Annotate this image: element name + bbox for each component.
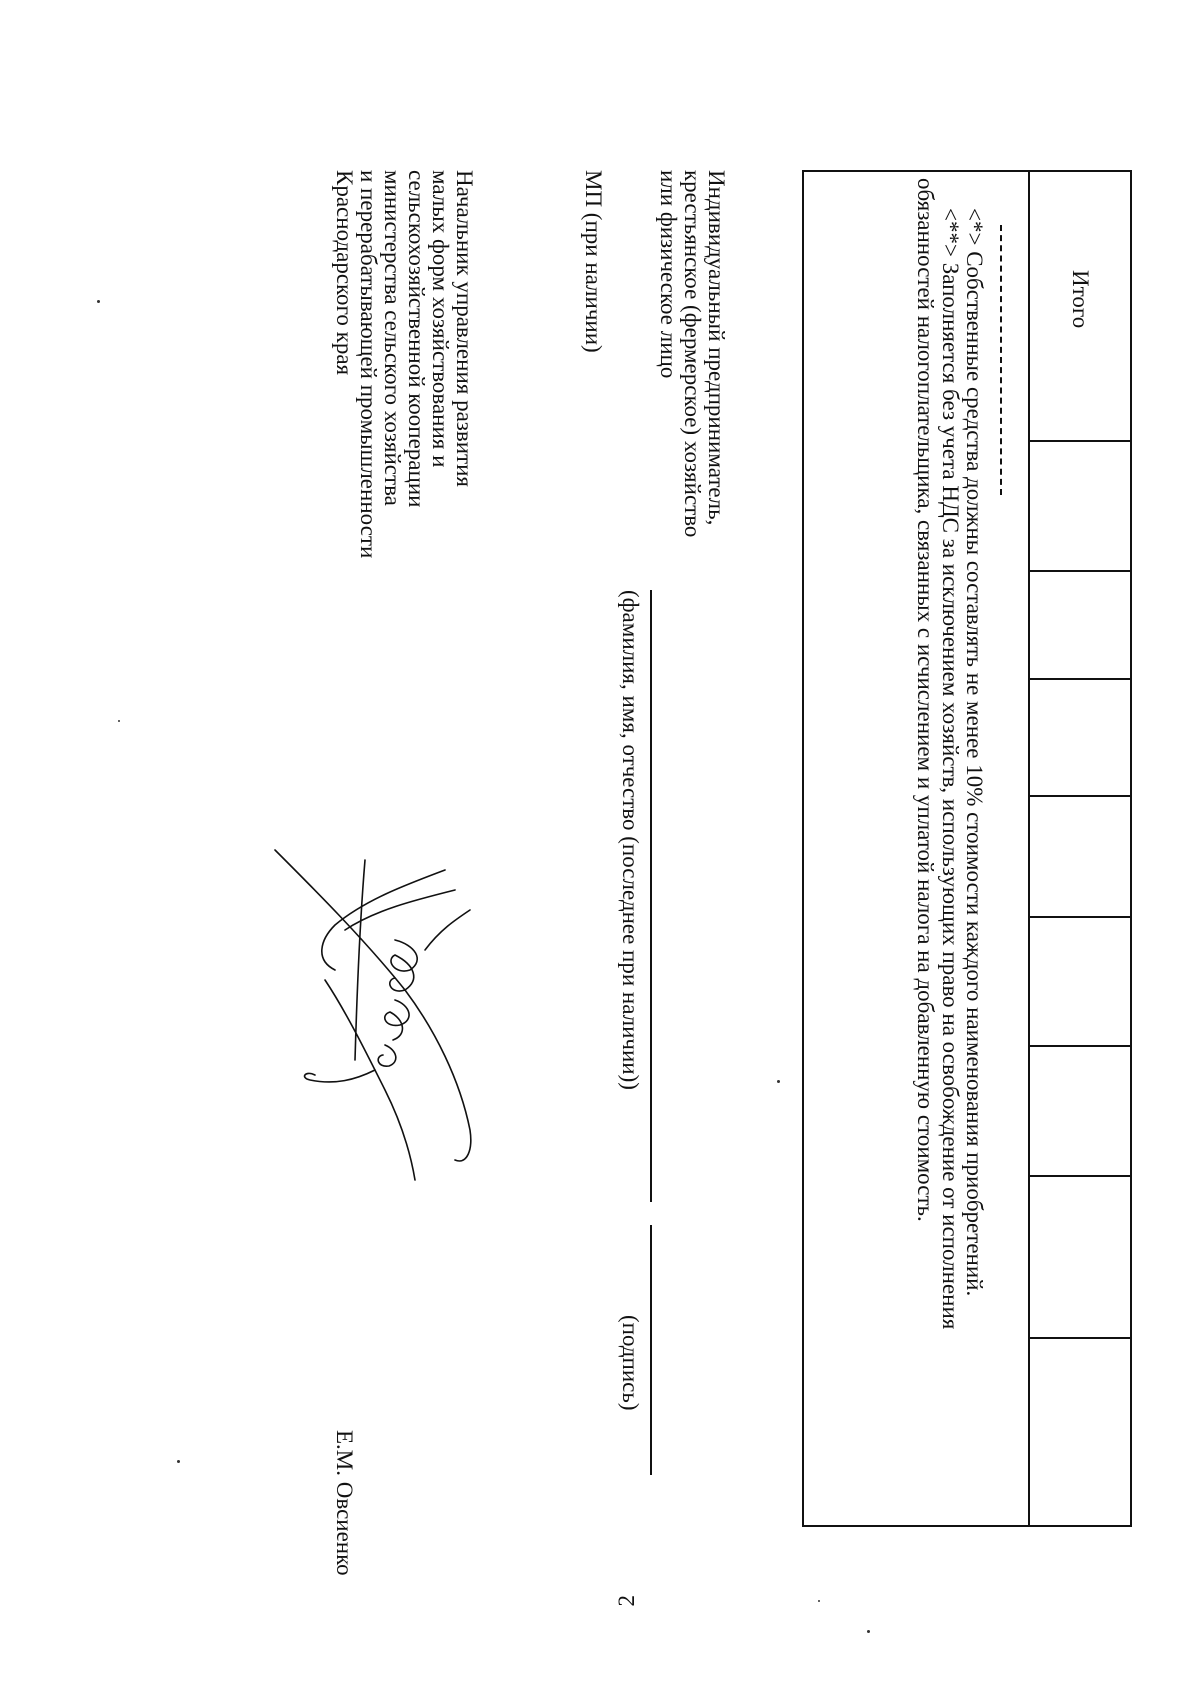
column-separator: [1030, 440, 1132, 442]
signature-line: [650, 1225, 652, 1475]
table-top-border: [1130, 170, 1132, 1525]
scan-speck: [118, 720, 120, 722]
applicant-line-2: крестьянское (фермерское) хозяйство: [680, 170, 705, 538]
official-line-2: малых форм хозяйствования и: [428, 170, 453, 468]
column-separator: [1030, 570, 1132, 572]
table-left-border: [802, 170, 1132, 172]
scan-speck: [177, 1460, 180, 1463]
column-separator: [1030, 678, 1132, 680]
signature-caption: (подпись): [618, 1315, 643, 1411]
column-separator: [1030, 1337, 1132, 1339]
signature-image: [265, 830, 485, 1190]
column-separator: [1030, 1175, 1132, 1177]
table-frame-bottom: [802, 170, 804, 1527]
scan-speck: [97, 300, 100, 303]
footnote-separator: [1000, 225, 1002, 495]
column-separator: [1030, 916, 1132, 918]
applicant-line-3: или физическое лицо: [656, 170, 681, 379]
official-line-5: и перерабатывающей промышленности: [356, 170, 381, 559]
name-line: [650, 590, 652, 1202]
official-name: Е.М. Овсиенко: [332, 1430, 357, 1576]
page-number: 2: [614, 1595, 639, 1607]
scan-speck: [777, 1080, 780, 1083]
footnote-2-line-2: обязанностей налогоплательщика, связанных с исчислением и уплатой налога на добавленную стоимость.: [913, 178, 938, 1222]
footnote-2-line-1: <**> Заполняется без учета НДС за исключением хозяйств, использующих право на освобождение от исполнения: [938, 208, 963, 1330]
official-line-3: сельскохозяйственной кооперации: [404, 170, 429, 508]
official-line-4: министерства сельского хозяйства: [380, 170, 405, 506]
official-line-6: Краснодарского края: [332, 170, 357, 376]
column-separator: [1030, 1045, 1132, 1047]
scan-speck: [818, 1600, 820, 1602]
table-right-border: [802, 1525, 1132, 1527]
footnote-1: <*> Собственные средства должны составлять не менее 10% стоимости каждого наименования приобретений.: [962, 208, 987, 1297]
column-separator: [1030, 795, 1132, 797]
total-row-label: Итого: [1068, 270, 1093, 329]
name-caption: (фамилия, имя, отчество (последнее при наличии)): [618, 590, 643, 1090]
scan-speck: [867, 1630, 870, 1633]
table-bottom-border: [1028, 170, 1030, 1525]
applicant-line-1: Индивидуальный предприниматель,: [704, 170, 729, 526]
official-line-1: Начальник управления развития: [452, 170, 477, 487]
stamp-label: МП (при наличии): [581, 170, 606, 353]
